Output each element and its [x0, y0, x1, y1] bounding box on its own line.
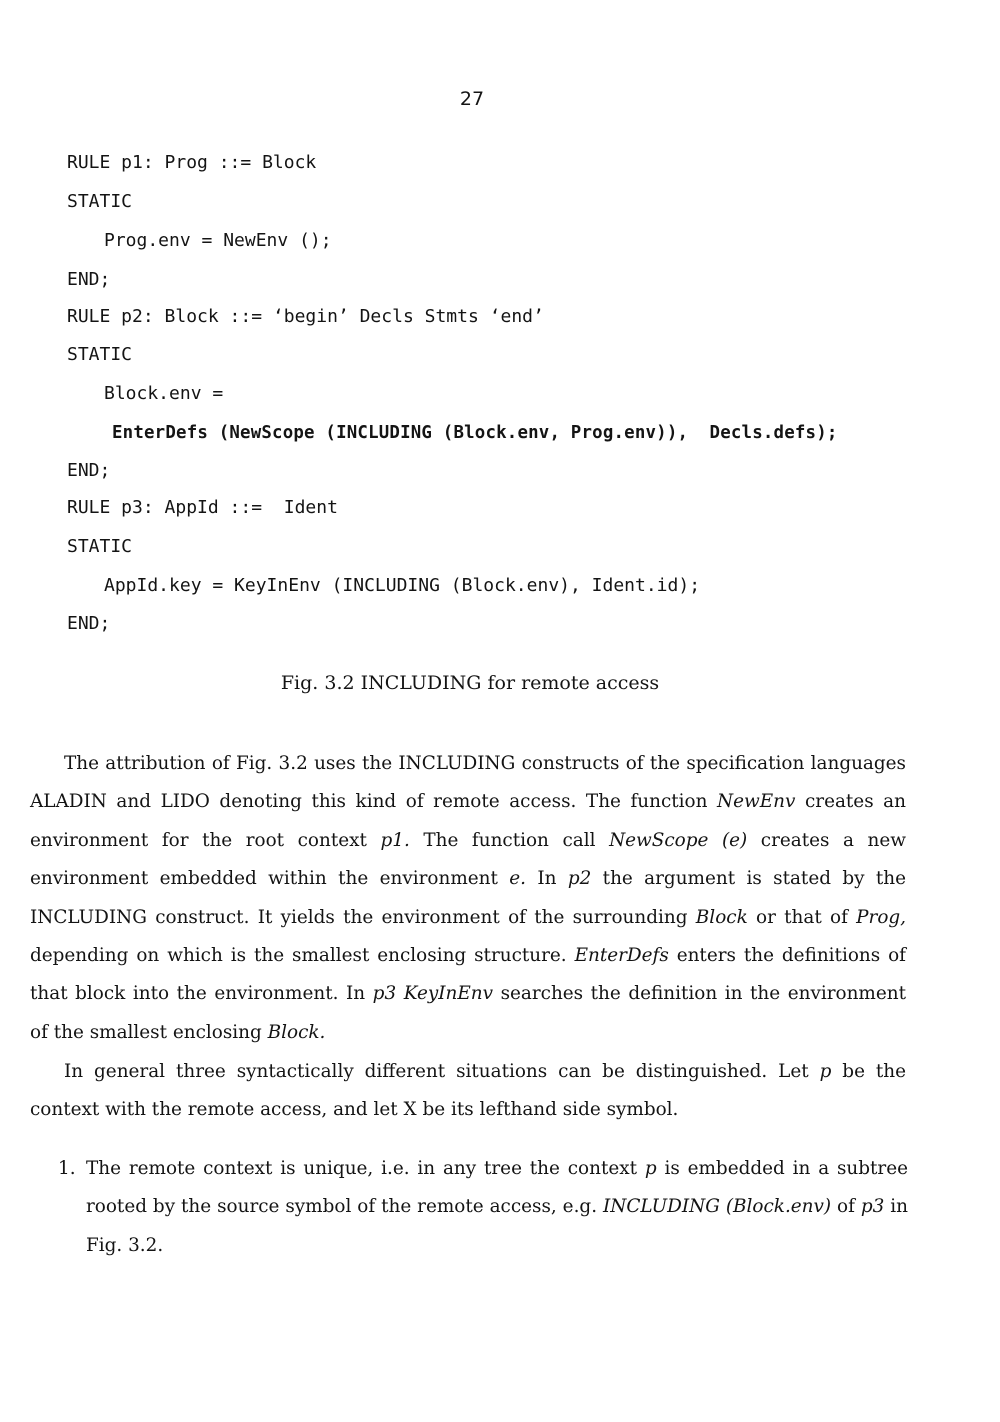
- paragraph-italic: NewScope (e): [609, 829, 748, 851]
- paragraph-italic: Prog,: [856, 906, 907, 928]
- paragraph-italic: p: [819, 1061, 832, 1082]
- paragraph-italic: Block.: [267, 1021, 326, 1043]
- code-line: Block.env =: [104, 383, 224, 404]
- list-item-text: [86, 1150, 908, 1265]
- paragraph-italic: p3 KeyInEnv: [372, 983, 493, 1005]
- list-item-italic: INCLUDING (Block.env): [602, 1196, 832, 1218]
- paragraph-text: depending on which is the smallest enclosing structure.: [30, 945, 575, 967]
- list-item-segment: in Fig. 3.2.: [86, 1196, 908, 1256]
- code-line: RULE p3: AppId ::= Ident: [67, 497, 338, 518]
- code-line: RULE p1: Prog ::= Block: [67, 152, 317, 173]
- list-item-number: 1.: [58, 1158, 76, 1179]
- figure-caption: Fig. 3.2 INCLUDING for remote access: [280, 672, 660, 694]
- list-item-segment: is embedded in a subtree rooted by the source symbol of the remote access, e.g.: [86, 1158, 908, 1218]
- paragraph-text: In general three syntactically different situations can be distinguished. Let: [64, 1061, 820, 1082]
- paragraph-italic: EnterDefs: [574, 945, 669, 967]
- code-line: END;: [67, 460, 111, 481]
- list-item-italic: p: [644, 1158, 657, 1179]
- paragraph-text: or that of: [747, 906, 857, 928]
- paragraph-italic: p1.: [380, 829, 410, 851]
- code-line: STATIC: [67, 191, 133, 212]
- list-item-segment: of: [831, 1196, 861, 1218]
- page-number: 27: [459, 88, 485, 110]
- code-line: EnterDefs (NewScope (INCLUDING (Block.env, Prog.env)), Decls.defs);: [112, 423, 838, 443]
- code-line: AppId.key = KeyInEnv (INCLUDING (Block.env), Ident.id);: [104, 575, 701, 596]
- list-item-italic: p3: [860, 1196, 885, 1218]
- paragraph-text: creates a new environment embedded within the environment: [30, 829, 906, 890]
- paragraph-text: be the context with the remote access, and let X be its lefthand side symbol.: [30, 1061, 906, 1121]
- paragraph-text: the argument is stated by the INCLUDING construct. It yields the environment of the surrounding: [30, 868, 906, 928]
- paragraph: [30, 745, 906, 1052]
- paragraph: [30, 1053, 906, 1130]
- code-line: END;: [67, 269, 111, 290]
- paragraph-text: creates an environment for the root context: [30, 791, 906, 851]
- paragraph-text: enters the definitions of that block into the environment. In: [30, 945, 906, 1005]
- list-item-segment: The remote context is unique, i.e. in any tree the context: [86, 1158, 645, 1179]
- paragraph-text: searches the definition in the environment of the smallest enclosing: [30, 983, 906, 1043]
- paragraph-italic: p2: [567, 868, 592, 890]
- paragraph-italic: e.: [509, 868, 526, 890]
- code-line: STATIC: [67, 344, 133, 365]
- code-line: Prog.env = NewEnv ();: [104, 230, 332, 251]
- paragraph-text: The attribution of Fig. 3.2 uses the INCLUDING constructs of the specification languages ALADIN and LIDO denoting this kind of remote access. The function: [30, 753, 906, 813]
- paragraph-italic: Block: [695, 906, 748, 928]
- code-line: END;: [67, 613, 111, 634]
- code-line: RULE p2: Block ::= ‘begin’ Decls Stmts ‘end’: [67, 306, 544, 327]
- paragraph-text: The function call: [409, 829, 610, 851]
- paragraph-text: In: [525, 868, 568, 890]
- code-line: STATIC: [67, 536, 133, 557]
- paragraph-italic: NewEnv: [717, 791, 796, 813]
